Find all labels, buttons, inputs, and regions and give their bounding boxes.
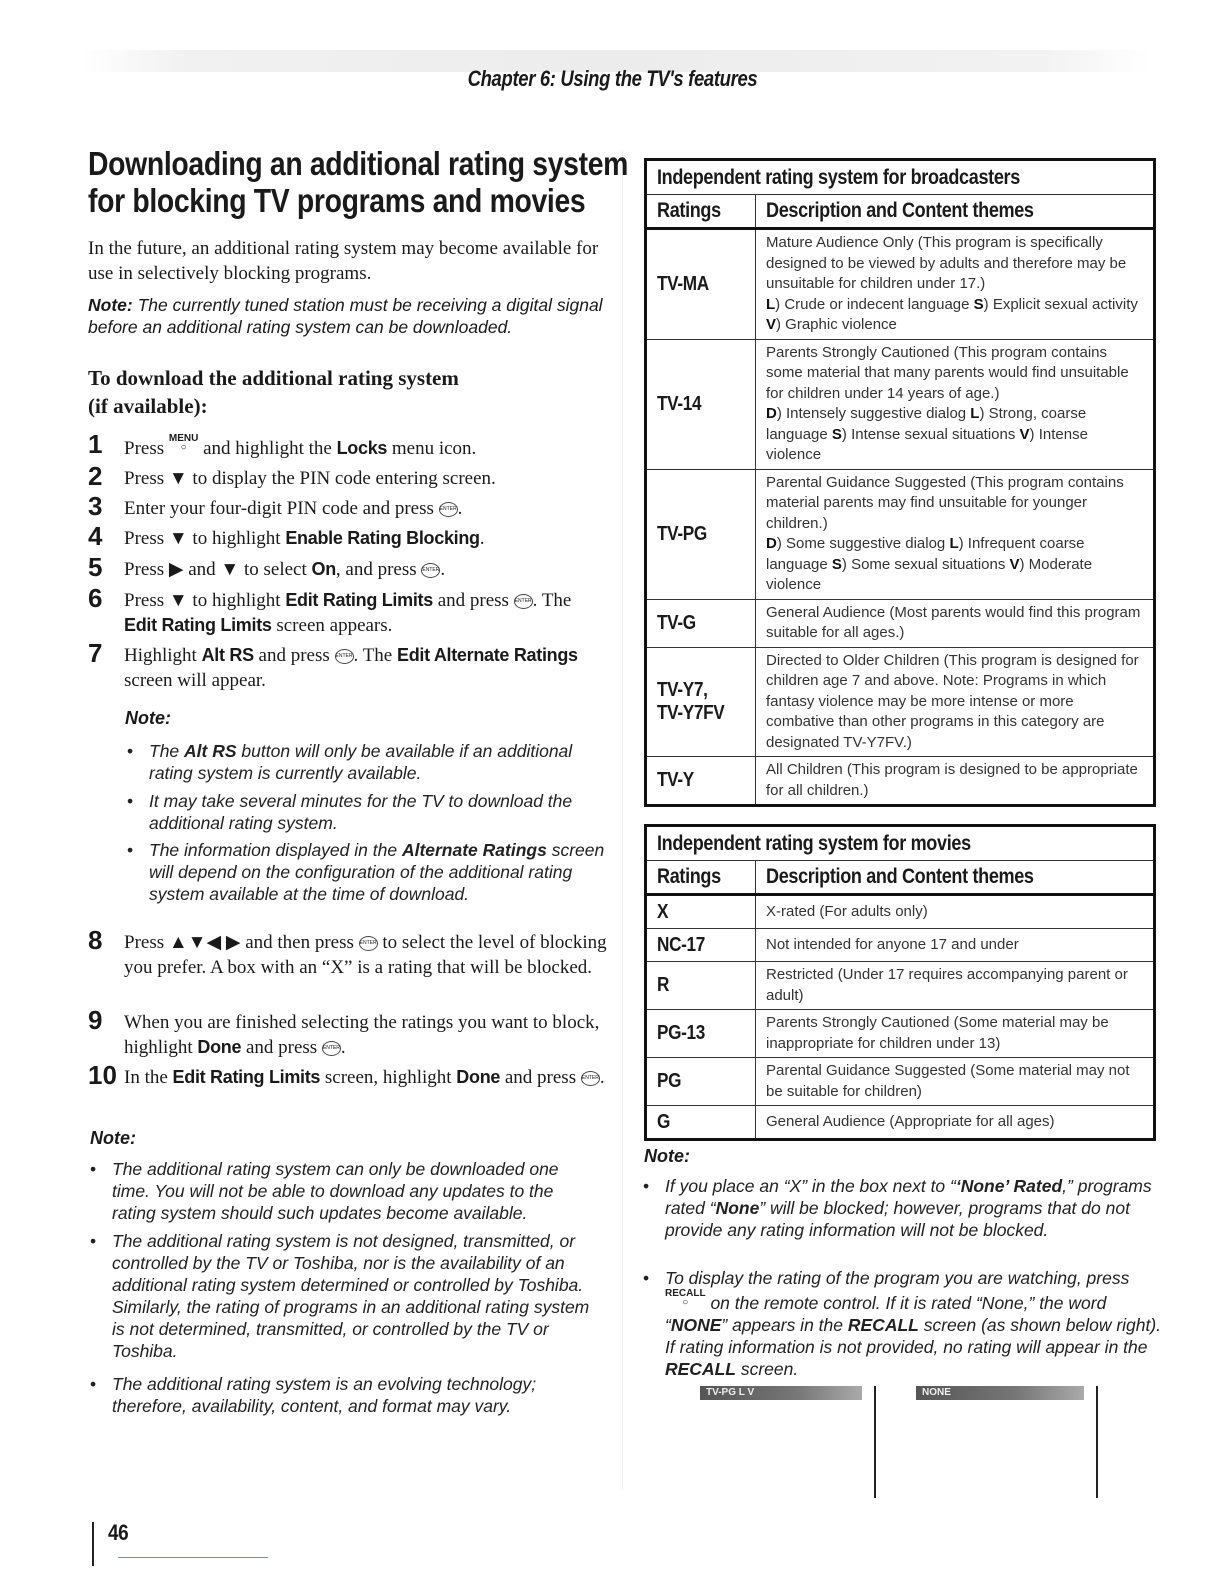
rating-description: Parents Strongly Cautioned (Some material may be inappropriate for children under 13) <box>756 1010 1155 1058</box>
rating-code: PG <box>646 1058 756 1106</box>
enter-button-icon: ENTER <box>581 1071 600 1086</box>
step-3: 3 Enter your four-digit PIN code and press ENTER. <box>88 491 463 521</box>
movie-rating-row <box>646 1010 1155 1058</box>
tv-ratings-table <box>644 158 1156 807</box>
rating-code: TV-MA <box>646 229 756 340</box>
page-number: 46 <box>108 1520 129 1545</box>
footer-rule <box>118 1557 268 1558</box>
rating-description: All Children (This program is designed to be appropriate for all children.) <box>756 757 1155 806</box>
right-note-item: • To display the rating of the program you are watching, press RECALL ○ on the remote control. If it is rated “None,” the word “NONE” appears in the RECALL screen (as shown below right). If rating information is not provided, no rating will appear in the RECALL screen. <box>643 1268 1162 1379</box>
movie-table-col-ratings: Ratings <box>646 861 756 895</box>
tv-rating-row <box>646 339 1155 469</box>
enter-button-icon: ENTER <box>335 649 354 664</box>
step-10: 10 In the Edit Rating Limits screen, highlight Done and press ENTER. <box>88 1060 605 1090</box>
rating-description: Mature Audience Only (This program is specifically designed to be viewed by adults and therefore may be unsuitable for children under 17.) L) Crude or indecent language S) Explicit sexual activity V) Graphic violence <box>756 229 1155 340</box>
rating-description: Parents Strongly Cautioned (This program contains some material that many parents would find unsuitable for children under 14 years of age.) D) Intensely suggestive dialog L) Strong, coarse language S) Intense sexual situations V) Intense violence <box>756 339 1155 469</box>
rating-code: TV-G <box>646 599 756 647</box>
intro-paragraph: In the future, an additional rating system may become available for use in selectively blocking programs. <box>88 238 599 284</box>
digital-signal-note: Note: The currently tuned station must be receiving a digital signal before an additional rating system can be downloaded. <box>88 295 603 337</box>
movie-ratings-table <box>644 824 1156 1141</box>
rating-code: TV-Y7, TV-Y7FV <box>646 647 756 757</box>
tv-table-col-description: Description and Content themes <box>756 195 1155 229</box>
rating-description: Restricted (Under 17 requires accompanying parent or adult) <box>756 962 1155 1010</box>
bottom-note-item: • The additional rating system is an evolving technology; therefore, availability, content, and format may vary. <box>90 1374 537 1416</box>
rating-bar: NONE <box>916 1386 1084 1400</box>
enter-button-icon: ENTER <box>514 594 533 609</box>
step-2: 2 Press ▼ to display the PIN code entering screen. <box>88 461 496 491</box>
movie-rating-row <box>646 1106 1155 1140</box>
step-9: 9 When you are finished selecting the ratings you want to block, highlight Done and press ENTER. <box>88 1005 600 1058</box>
movie-rating-row <box>646 1058 1155 1106</box>
rating-code: X <box>646 895 756 929</box>
bottom-note-label: Note: <box>90 1128 136 1148</box>
rating-code: G <box>646 1106 756 1140</box>
rating-description: General Audience (Appropriate for all ages) <box>756 1106 1155 1140</box>
tv-rating-row <box>646 229 1155 340</box>
column-divider <box>622 150 623 1490</box>
step-8: 8 Press ▲▼◀ ▶ and then press ENTER to select the level of blocking you prefer. A box with an “X” is a rating that will be blocked. <box>88 925 607 978</box>
movie-table-col-description: Description and Content themes <box>756 861 1155 895</box>
recall-button-icon: RECALL ○ <box>665 1288 706 1308</box>
page-number-rule <box>92 1522 94 1566</box>
chapter-heading: Chapter 6: Using the TV's features <box>467 66 757 91</box>
step-4: 4 Press ▼ to highlight Enable Rating Blocking. <box>88 521 485 551</box>
movie-table-caption: Independent rating system for movies <box>646 826 1155 861</box>
rating-code: R <box>646 962 756 1010</box>
tv-rating-row <box>646 469 1155 599</box>
rating-description: General Audience (Most parents would find this program suitable for all ages.) <box>756 599 1155 647</box>
tv-rating-row <box>646 647 1155 757</box>
inner-note-item: • It may take several minutes for the TV to download the additional rating system. <box>127 791 573 833</box>
rating-description: Parental Guidance Suggested (Some material may not be suitable for children) <box>756 1058 1155 1106</box>
movie-rating-row <box>646 962 1155 1010</box>
bottom-note-item: • The additional rating system is not designed, transmitted, or controlled by the TV or Toshiba, nor is the availability of an additional rating system determined or controlled by Toshiba. Similarly, the rating of programs in an additional rating system is not determined, transmitted, or controlled by the TV or Toshiba. <box>90 1231 590 1361</box>
inner-note-label: Note: <box>125 708 171 728</box>
right-note-label: Note: <box>644 1146 690 1166</box>
tv-rating-row <box>646 757 1155 806</box>
page-title: Downloading an additional rating system for blocking TV programs and movies <box>88 145 629 219</box>
rating-description: Directed to Older Children (This program is designed for children age 7 and above. Note: Programs in which fantasy violence may be more intense or more combative than other programs in this category are designated TV-Y7FV.) <box>756 647 1155 757</box>
step-6: 6 Press ▼ to highlight Edit Rating Limits and press ENTER. The Edit Rating Limits screen appears. <box>88 583 572 636</box>
inner-note-item: • The information displayed in the Alternate Ratings screen will depend on the configuration of the additional rating system available at the time of download. <box>127 840 605 904</box>
inner-note-item: • The Alt RS button will only be available if an additional rating system is currently available. <box>127 741 573 783</box>
rating-code: PG-13 <box>646 1010 756 1058</box>
procedure-heading: To download the additional rating system (if available): <box>88 366 459 418</box>
movie-rating-row <box>646 895 1155 929</box>
tv-table-caption: Independent rating system for broadcasters <box>646 160 1155 195</box>
menu-button-icon: MENU ○ <box>168 433 199 453</box>
recall-screen-none <box>916 1386 1098 1498</box>
rating-description: Parental Guidance Suggested (This program contains material parents may find unsuitable for younger children.) D) Some suggestive dialog L) Infrequent coarse language S) Some sexual situations V) Moderate violence <box>756 469 1155 599</box>
bottom-note-item: • The additional rating system can only be downloaded one time. You will not be able to download any updates to the rating system should such updates become available. <box>90 1159 559 1223</box>
step-5: 5 Press ▶ and ▼ to select On, and press ENTER. <box>88 552 446 582</box>
step-7: 7 Highlight Alt RS and press ENTER. The Edit Alternate Ratings screen will appear. <box>88 638 578 691</box>
rating-code: TV-14 <box>646 339 756 469</box>
rating-code: TV-PG <box>646 469 756 599</box>
right-note-item: • If you place an “X” in the box next to “‘None’ Rated,” programs rated “None” will be blocked; however, programs that do not provide any rating information will not be blocked. <box>643 1176 1152 1240</box>
movie-rating-row <box>646 929 1155 962</box>
rating-description: X-rated (For adults only) <box>756 895 1155 929</box>
enter-button-icon: ENTER <box>421 563 440 578</box>
enter-button-icon: ENTER <box>359 936 378 951</box>
recall-screen-rated <box>700 1386 876 1498</box>
tv-rating-row <box>646 599 1155 647</box>
rating-description: Not intended for anyone 17 and under <box>756 929 1155 962</box>
rating-code: TV-Y <box>646 757 756 806</box>
rating-bar: TV-PG L V <box>700 1386 862 1400</box>
enter-button-icon: ENTER <box>439 502 458 517</box>
step-1: 1 Press MENU ○ and highlight the Locks menu icon. <box>88 429 477 459</box>
enter-button-icon: ENTER <box>322 1041 341 1056</box>
tv-table-col-ratings: Ratings <box>646 195 756 229</box>
rating-code: NC-17 <box>646 929 756 962</box>
